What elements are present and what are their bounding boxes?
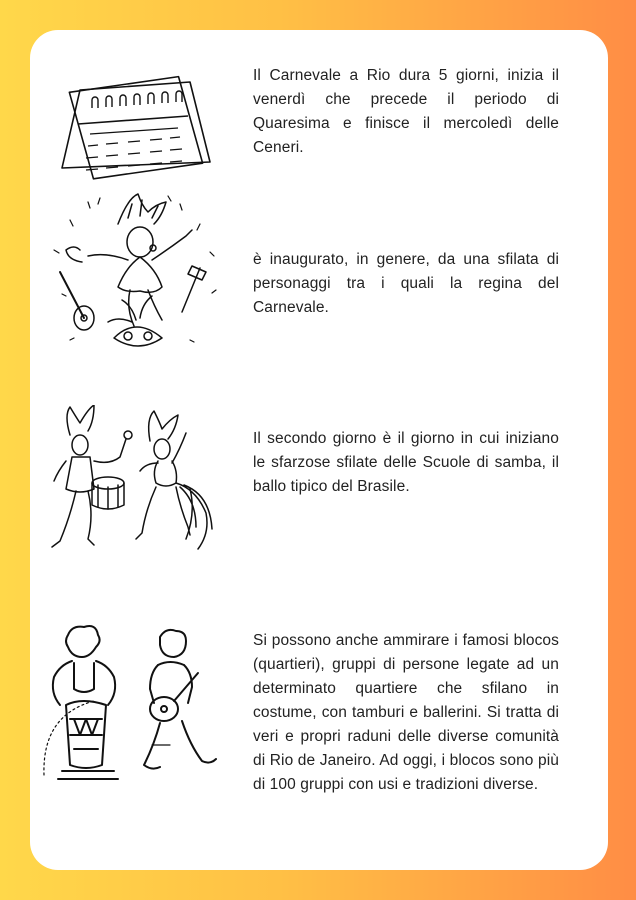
samba-dancers-illustration [40, 405, 230, 575]
paragraph-4: Si possono anche ammirare i famosi blocos (quartieri), gruppi di persone legate ad un determinato quartiere che sfilano in costume, con tamburi e ballerini. Si tratta di veri e propri raduni delle diverse comunità di Rio de Janeiro. Ad oggi, i blocos sono più di 100 gruppi con usi e tradizioni diverse. [253, 632, 559, 793]
carnival-queen-illustration [40, 190, 230, 350]
content-card [30, 30, 608, 870]
paragraph-2: è inaugurato, in genere, da una sfilata di personaggi tra i quali la regina del Carnevale. [253, 251, 559, 316]
paragraph-3: Il secondo giorno è il giorno in cui iniziano le sfarzose sfilate delle Scuole di samba, il ballo tipico del Brasile. [253, 430, 559, 495]
drummer-guitarist-illustration [40, 625, 230, 785]
calendar-icon [40, 72, 230, 182]
paragraph-1: Il Carnevale a Rio dura 5 giorni, inizia il venerdì che precede il periodo di Quaresima e finisce il mercoledì delle Ceneri. [253, 67, 559, 156]
